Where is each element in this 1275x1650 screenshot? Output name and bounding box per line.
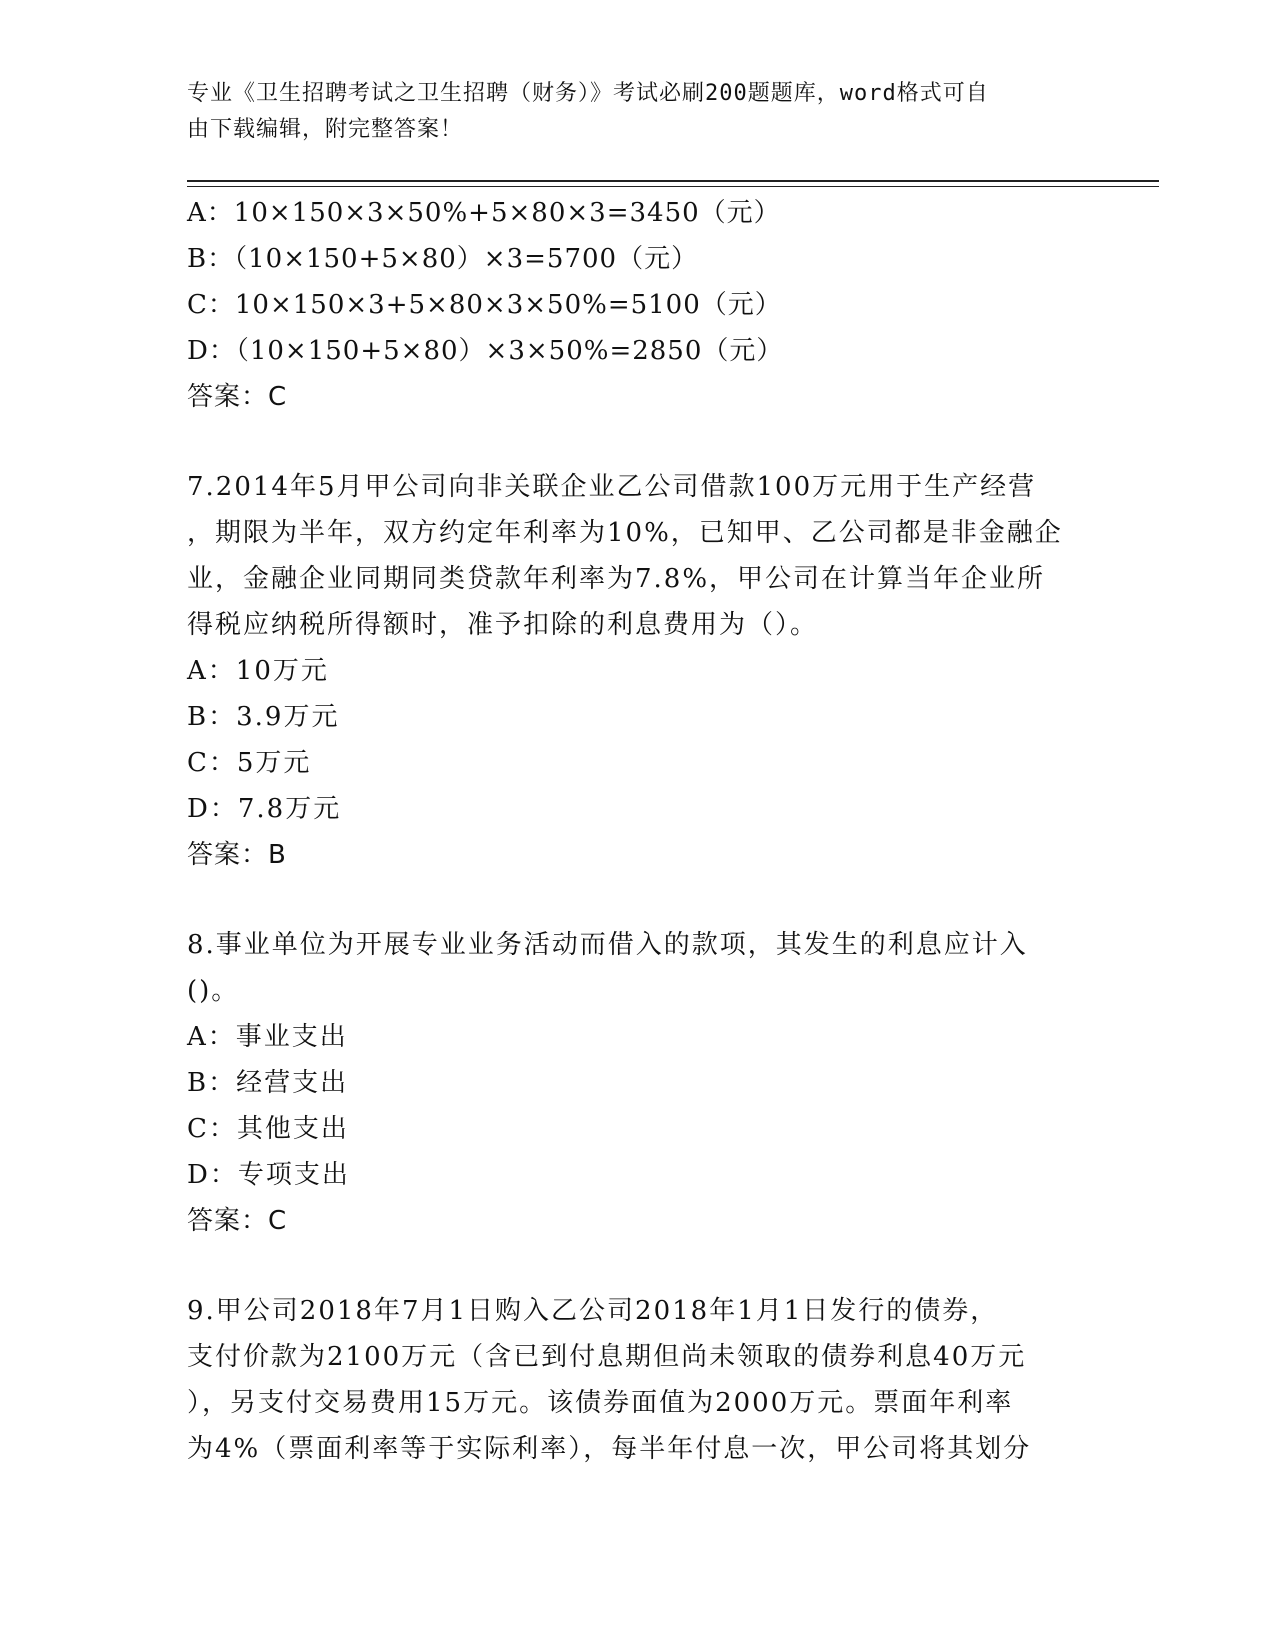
header-line-2: 由下载编辑，附完整答案！ bbox=[187, 117, 464, 142]
question-7 bbox=[187, 464, 1087, 878]
question-6 bbox=[187, 190, 1087, 420]
header-divider-thick bbox=[187, 180, 1159, 182]
header-line-1: 专业《卫生招聘考试之卫生招聘（财务）》考试必刷200题题库，word格式可自 bbox=[187, 81, 989, 106]
option-b: B：（10×150+5×80）×3=5700（元） bbox=[187, 244, 699, 274]
option-a: A：事业支出 bbox=[187, 1022, 348, 1052]
option-d: D：（10×150+5×80）×3×50%=2850（元） bbox=[187, 336, 784, 366]
option-b: B：3.9万元 bbox=[187, 702, 340, 732]
option-c: C：10×150×3+5×80×3×50%=5100（元） bbox=[187, 290, 782, 320]
option-d: D：7.8万元 bbox=[187, 794, 342, 824]
option-b: B：经营支出 bbox=[187, 1068, 349, 1098]
answer: 答案：C bbox=[187, 382, 288, 412]
question-stem-line: ()。 bbox=[187, 976, 240, 1006]
question-stem-line: 为4%（票面利率等于实际利率），每半年付息一次，甲公司将其划分 bbox=[187, 1434, 1032, 1464]
option-d: D：专项支出 bbox=[187, 1160, 350, 1190]
document-header bbox=[187, 76, 1067, 148]
answer: 答案：C bbox=[187, 1206, 288, 1236]
question-stem-line: 得税应纳税所得额时，准予扣除的利息费用为（）。 bbox=[187, 610, 819, 640]
question-stem-line: 业，金融企业同期同类贷款年利率为7.8%，甲公司在计算当年企业所 bbox=[187, 564, 1046, 594]
header-divider-thin bbox=[187, 186, 1159, 187]
option-a: A：10万元 bbox=[187, 656, 329, 686]
question-9 bbox=[187, 1288, 1087, 1472]
question-stem-line: 8.事业单位为开展专业业务活动而借入的款项，其发生的利息应计入 bbox=[187, 930, 1028, 960]
question-stem-line: 9.甲公司2018年7月1日购入乙公司2018年1月1日发行的债券， bbox=[187, 1296, 999, 1326]
question-stem-line: 7.2014年5月甲公司向非关联企业乙公司借款100万元用于生产经营 bbox=[187, 472, 1037, 502]
question-stem-line: ），另支付交易费用15万元。该债券面值为2000万元。票面年利率 bbox=[187, 1388, 1014, 1418]
option-c: C：5万元 bbox=[187, 748, 312, 778]
answer: 答案：B bbox=[187, 840, 287, 870]
question-list bbox=[187, 190, 1087, 1472]
option-c: C：其他支出 bbox=[187, 1114, 349, 1144]
question-8 bbox=[187, 922, 1087, 1244]
question-stem-line: 支付价款为2100万元（含已到付息期但尚未领取的债券利息40万元 bbox=[187, 1342, 1027, 1372]
option-a: A：10×150×3×50%+5×80×3=3450（元） bbox=[187, 198, 781, 228]
question-stem-line: ，期限为半年，双方约定年利率为10%，已知甲、乙公司都是非金融企 bbox=[187, 518, 1063, 548]
